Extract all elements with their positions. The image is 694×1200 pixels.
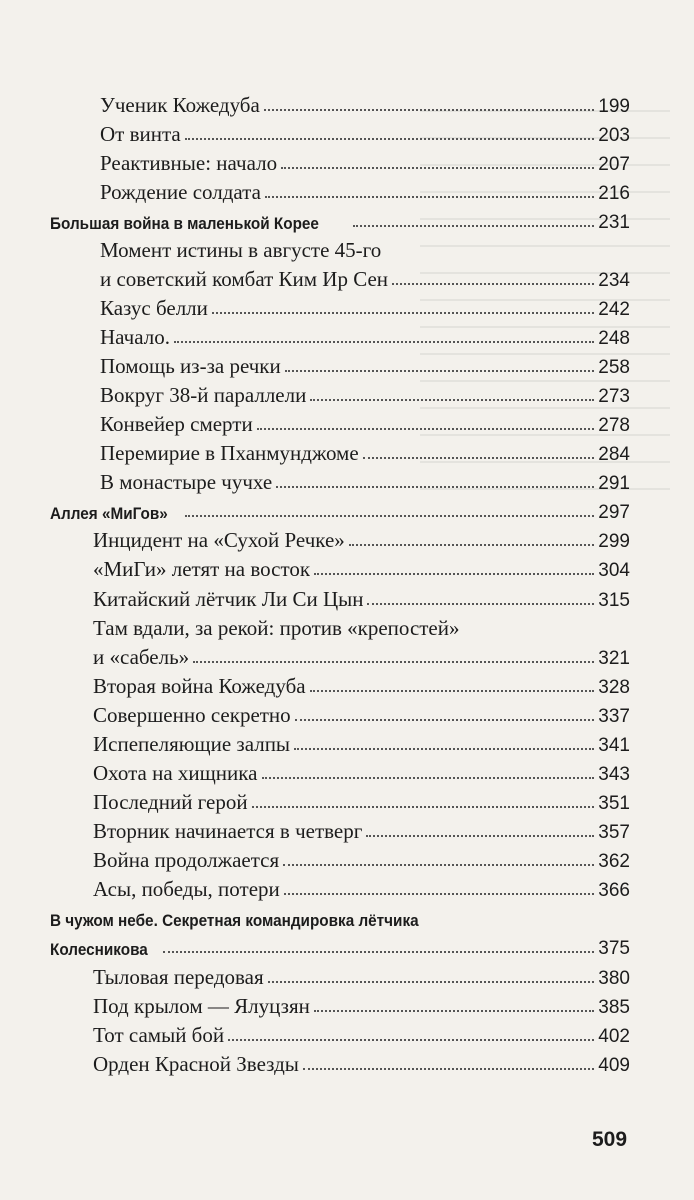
toc-entry — [100, 262, 630, 292]
dot-leader — [264, 109, 594, 111]
toc-entry — [100, 436, 630, 466]
toc-entry — [93, 1018, 630, 1048]
toc-entry-title: Ученик Кожедуба — [100, 93, 260, 117]
toc-entry-title: В монастыре чучхе — [100, 470, 273, 494]
toc-entry — [93, 960, 630, 990]
toc-entry-page: 402 — [598, 1026, 630, 1047]
toc-entry — [93, 989, 630, 1019]
toc-entry-page: 315 — [598, 590, 630, 611]
toc-entry-title: Орден Красной Звезды — [93, 1052, 299, 1076]
toc-entry-title: Момент истины в августе 45-го — [100, 238, 382, 262]
toc-entry-title: Аллея «МиГов» — [50, 504, 168, 523]
toc-entry — [93, 872, 630, 902]
toc-entry — [100, 146, 630, 176]
toc-entry-title: Охота на хищника — [93, 761, 258, 785]
toc-entry-page: 273 — [598, 386, 630, 407]
toc-entry-title: Казус белли — [100, 296, 208, 320]
toc-entry-title: Там вдали, за рекой: против «крепостей» — [93, 616, 460, 640]
toc-entry-page: 199 — [598, 96, 630, 117]
dot-leader — [295, 719, 595, 721]
dot-leader — [314, 573, 594, 575]
toc-entry-page: 297 — [598, 502, 630, 523]
toc-entry — [93, 669, 630, 699]
toc-entry — [100, 465, 630, 495]
toc-entry-title: Испепеляющие залпы — [93, 732, 291, 756]
toc-entry-page: 380 — [598, 968, 630, 989]
toc-entry — [93, 523, 630, 553]
toc-entry-page: 362 — [598, 851, 630, 872]
dot-leader — [284, 893, 595, 895]
toc-entry-title: Китайский лётчик Ли Си Цын — [93, 587, 364, 611]
toc-entry-page: 328 — [598, 677, 630, 698]
toc-entry-title: Начало. — [100, 325, 170, 349]
toc-entry-title: Вокруг 38-й параллели — [100, 383, 307, 407]
toc-entry-title: Вторая война Кожедуба — [93, 674, 306, 698]
toc-entry — [93, 814, 630, 844]
dot-leader — [163, 951, 595, 953]
toc-entry-title: Реактивные: начало — [100, 151, 278, 175]
toc-entry-title: Большая война в маленькой Корее — [50, 214, 319, 233]
toc-entry — [100, 175, 630, 205]
dot-leader — [310, 399, 594, 401]
toc-entry-page: 357 — [598, 822, 630, 843]
dot-leader — [285, 370, 595, 372]
toc-entry — [100, 349, 630, 379]
toc-entry — [93, 611, 630, 641]
toc-entry — [100, 88, 630, 118]
toc-entry — [100, 378, 630, 408]
toc-entry-page: 203 — [598, 125, 630, 146]
dot-leader — [276, 486, 594, 488]
toc-entry — [93, 698, 630, 728]
dot-leader — [193, 661, 594, 663]
toc-entry-title: Тот самый бой — [93, 1023, 225, 1047]
toc-entry-title: Колесникова — [50, 940, 148, 959]
dot-leader — [185, 138, 595, 140]
toc-entry-title: и «сабель» — [93, 645, 190, 669]
toc-entry — [93, 785, 630, 815]
dot-leader — [174, 341, 594, 343]
dot-leader — [366, 835, 594, 837]
toc-entry — [100, 233, 630, 263]
page-number: 509 — [592, 1128, 628, 1151]
toc-entry-title: Инцидент на «Сухой Речке» — [93, 528, 345, 552]
dot-leader — [268, 981, 595, 983]
toc-entry-title: Совершенно секретно — [93, 703, 291, 727]
dot-leader — [303, 1068, 594, 1070]
toc-entry-page: 248 — [598, 328, 630, 349]
toc-entry-title: Перемирие в Пханмунджоме — [100, 441, 359, 465]
dot-leader — [310, 690, 595, 692]
toc-entry-title: Асы, победы, потери — [93, 877, 280, 901]
toc-entry-page: 258 — [598, 357, 630, 378]
toc-entry-page: 409 — [598, 1055, 630, 1076]
toc-entry-page: 284 — [598, 444, 630, 465]
toc-entry-page: 231 — [598, 212, 630, 233]
dot-leader — [262, 777, 595, 779]
toc-entry-page: 343 — [598, 764, 630, 785]
toc-entry-page: 341 — [598, 735, 630, 756]
dot-leader — [314, 1010, 594, 1012]
toc-entry-title: Война продолжается — [93, 848, 280, 872]
toc-entry-page: 207 — [598, 154, 630, 175]
toc-entry-page: 216 — [598, 183, 630, 204]
dot-leader — [363, 457, 595, 459]
toc-entry-title: В чужом небе. Секретная командировка лётчика — [50, 911, 419, 930]
toc-entry — [93, 640, 630, 670]
dot-leader — [185, 515, 594, 517]
toc-entry-page: 366 — [598, 880, 630, 901]
dot-leader — [294, 748, 594, 750]
toc-entry-title: От винта — [100, 122, 181, 146]
toc-entry — [93, 1047, 630, 1077]
toc-entry-title: и советский комбат Ким Ир Сен — [100, 267, 389, 291]
toc-entry-title: Рождение солдата — [100, 180, 261, 204]
toc-entry-page: 278 — [598, 415, 630, 436]
toc-entry — [93, 727, 630, 757]
toc-entry-title: «МиГи» летят на восток — [93, 557, 311, 581]
toc-entry-title: Под крылом — Ялуцзян — [93, 994, 310, 1018]
toc-entry-page: 351 — [598, 793, 630, 814]
toc-entry-page: 291 — [598, 473, 630, 494]
toc-section-entry — [50, 494, 630, 524]
toc-entry — [100, 291, 630, 321]
dot-leader — [353, 225, 594, 227]
toc-entry-page: 234 — [598, 270, 630, 291]
toc-entry-page: 385 — [598, 997, 630, 1018]
dot-leader — [349, 544, 595, 546]
toc-entry — [100, 117, 630, 147]
toc-entry-page: 337 — [598, 706, 630, 727]
toc-entry — [93, 582, 630, 612]
toc-entry-title: Помощь из-за речки — [100, 354, 281, 378]
toc-entry — [93, 552, 630, 582]
dot-leader — [212, 312, 594, 314]
dot-leader — [283, 864, 594, 866]
dot-leader — [252, 806, 595, 808]
toc-entry-page: 242 — [598, 299, 630, 320]
toc-entry — [93, 756, 630, 786]
toc-entry — [100, 320, 630, 350]
toc-entry-page: 304 — [598, 560, 630, 581]
dot-leader — [228, 1039, 594, 1041]
dot-leader — [392, 283, 594, 285]
toc-entry-page: 375 — [598, 938, 630, 959]
toc-entry-title: Конвейер смерти — [100, 412, 253, 436]
toc-entry-title: Последний герой — [93, 790, 248, 814]
toc-entry-title: Тыловая передовая — [93, 965, 264, 989]
dot-leader — [257, 428, 595, 430]
dot-leader — [265, 196, 594, 198]
toc-entry-page: 299 — [598, 531, 630, 552]
dot-leader — [367, 603, 594, 605]
dot-leader — [281, 167, 594, 169]
toc-entry — [93, 843, 630, 873]
toc-entry-page: 321 — [598, 648, 630, 669]
toc-entry-title: Вторник начинается в четверг — [93, 819, 363, 843]
toc-section-entry — [50, 930, 630, 960]
toc-section-entry — [50, 204, 630, 234]
toc-entry — [100, 407, 630, 437]
toc-section-entry — [50, 901, 630, 931]
